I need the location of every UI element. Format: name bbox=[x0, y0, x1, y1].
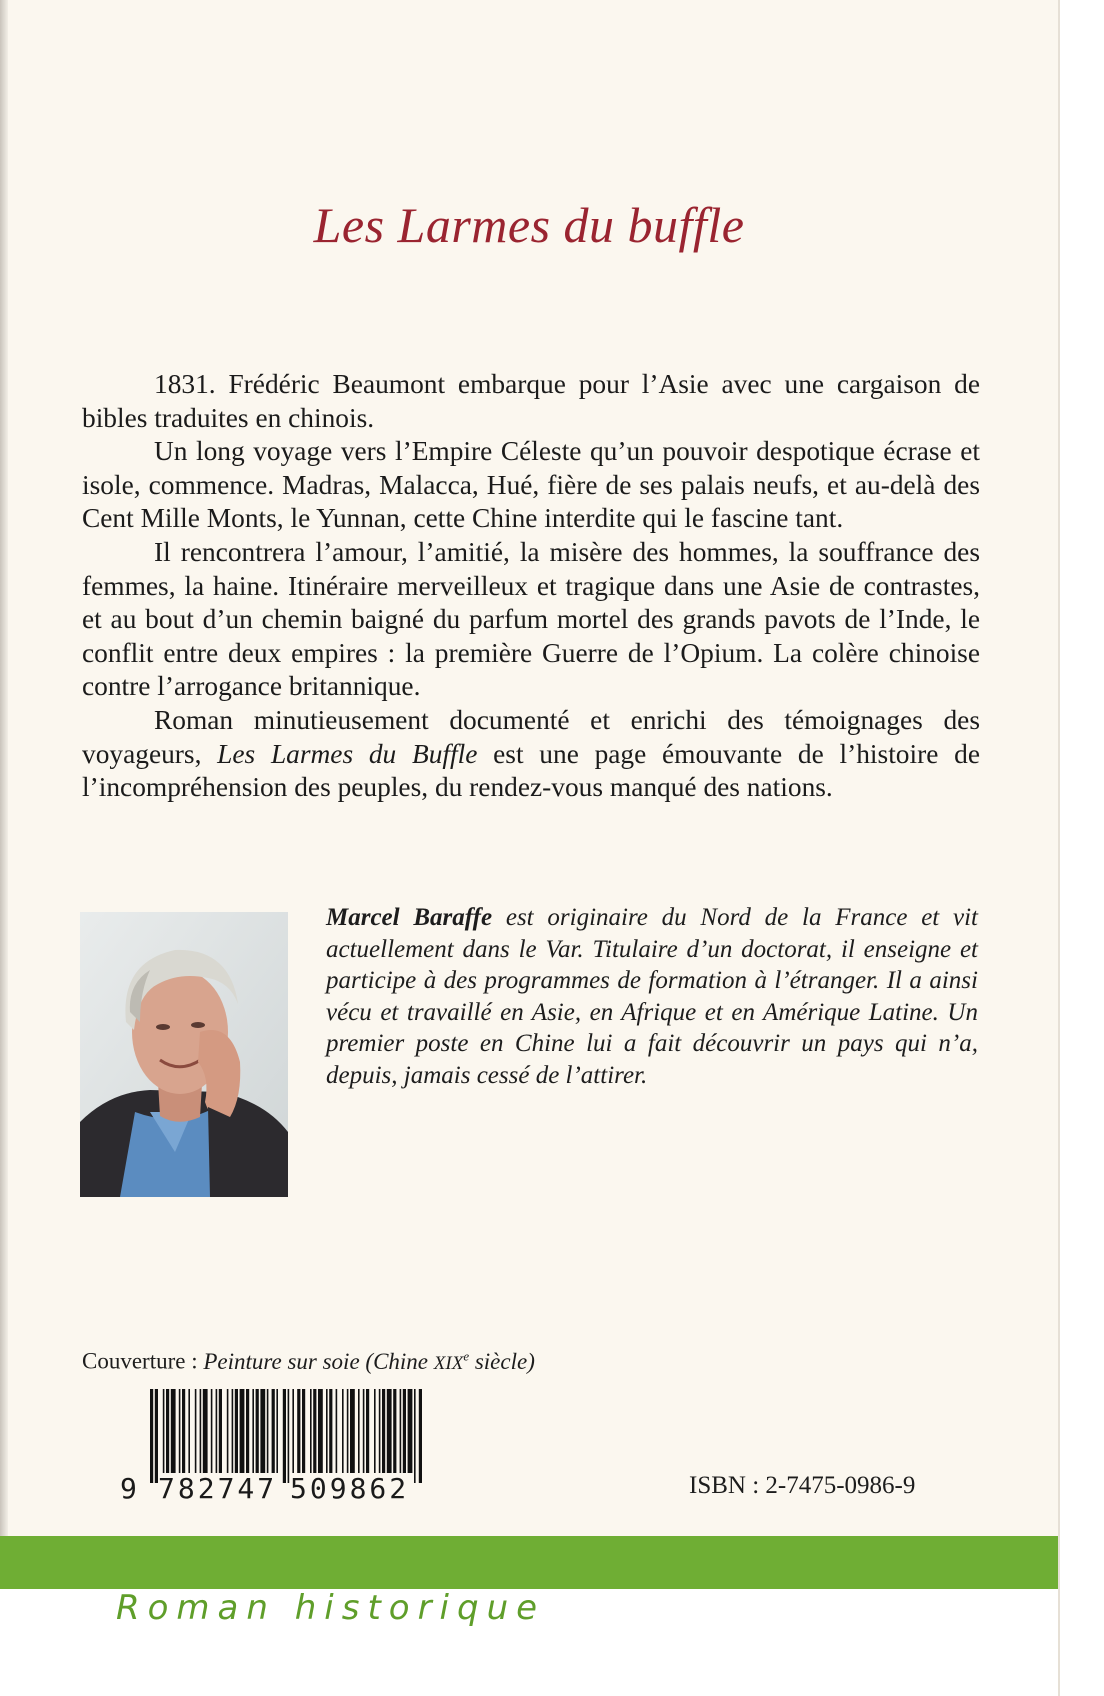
barcode-bar bbox=[403, 1389, 406, 1473]
barcode-bar bbox=[358, 1389, 360, 1473]
barcode-bar bbox=[347, 1389, 349, 1473]
barcode-bar bbox=[302, 1389, 305, 1473]
barcode-bar bbox=[400, 1389, 402, 1473]
blurb-paragraph-1: 1831. Frédéric Beaumont embarque pour l’Asie avec une cargaison de bibles traduites en chinois. bbox=[82, 369, 980, 433]
barcode-bar bbox=[414, 1389, 416, 1483]
barcode-digits-left: 782747 bbox=[158, 1472, 278, 1505]
barcode-bar bbox=[267, 1389, 269, 1473]
author-bio bbox=[326, 902, 978, 1092]
barcode-bar bbox=[195, 1389, 197, 1473]
barcode-bar bbox=[182, 1389, 185, 1473]
barcode-bar bbox=[374, 1389, 376, 1473]
barcode-bar bbox=[216, 1389, 218, 1473]
barcode-bar bbox=[200, 1389, 202, 1473]
author-photo bbox=[80, 912, 288, 1197]
barcode-bar bbox=[329, 1389, 332, 1473]
barcode-bar bbox=[310, 1389, 312, 1473]
barcode-bar bbox=[272, 1389, 275, 1473]
barcode-bar bbox=[318, 1389, 323, 1473]
barcode-bar bbox=[288, 1389, 290, 1483]
isbn-number: ISBN : 2-7475-0986-9 bbox=[689, 1472, 916, 1499]
blurb-paragraph-3: Il rencontrera l’amour, l’amitié, la misère des hommes, la souffrance des femmes, la haine. Itinéraire merveilleux et tragique dans une Asie de contrastes, et au bout d’un chemin baigné du parfum mortel des grands pavots de l’Inde, le conflit entre deux empires : la première Guerre de l’Opium. La colère chinoise contre l’arrogance britannique. bbox=[82, 536, 980, 702]
barcode-bar bbox=[313, 1389, 316, 1473]
cover-credit-text-a: Peinture sur soie (Chine bbox=[203, 1348, 434, 1374]
barcode-bar bbox=[179, 1389, 181, 1473]
barcode-bar bbox=[252, 1389, 254, 1473]
barcode-bar bbox=[292, 1389, 294, 1473]
barcode-bar bbox=[379, 1389, 381, 1473]
barcode-bar bbox=[336, 1389, 338, 1473]
barcode-bar bbox=[211, 1389, 213, 1473]
book-blurb bbox=[82, 368, 980, 805]
barcode bbox=[148, 1389, 423, 1483]
barcode-bar bbox=[393, 1389, 396, 1473]
barcode-bar bbox=[297, 1389, 300, 1473]
barcode-bar bbox=[387, 1389, 392, 1473]
barcode-bar bbox=[227, 1389, 229, 1473]
barcode-bar bbox=[155, 1389, 158, 1483]
barcode-bar bbox=[188, 1389, 190, 1473]
green-stripe bbox=[0, 1536, 1058, 1589]
barcode-bar bbox=[326, 1389, 328, 1473]
barcode-bar bbox=[166, 1389, 169, 1473]
author-name: Marcel Baraffe bbox=[326, 904, 493, 931]
barcode-bar bbox=[283, 1389, 286, 1483]
barcode-digit-first: 9 bbox=[120, 1472, 137, 1505]
barcode-bar bbox=[256, 1389, 259, 1473]
cover-credit bbox=[82, 1348, 535, 1375]
barcode-bar bbox=[246, 1389, 249, 1473]
author-portrait-image bbox=[80, 912, 288, 1197]
barcode-bar bbox=[276, 1389, 278, 1473]
author-bio-text: est originaire du Nord de la France et vit actuellement dans le Var. Titulaire d’un doctorat, il enseigne et participe à des programmes de formation à l’étranger. Il a ainsi vécu et travaillé en Asie, en Afrique et en Amérique Latine. Un premier poste en Chine lui a fait découvrir un pays qui n’a, depuis, jamais cessé de l’attirer. bbox=[326, 904, 979, 1089]
barcode-bar bbox=[171, 1389, 176, 1473]
blurb-p4-after: est une page émouvante de l’histoire de l’incompréhension des peuples, du rendez-vous manqué des nations. bbox=[82, 738, 980, 803]
barcode-bar bbox=[203, 1389, 208, 1473]
barcode-bar bbox=[150, 1389, 153, 1483]
cover-credit-century: XIX bbox=[433, 1352, 464, 1374]
barcode-bar bbox=[240, 1389, 245, 1473]
cover-edge bbox=[0, 0, 8, 1696]
blurb-paragraph-2: Un long voyage vers l’Empire Céleste qu’un pouvoir despotique écrase et isole, commence. Madras, Malacca, Hué, fière de ses palais neufs, et au-delà des Cent Mille Monts, le Yunnan, cette Chine interdite qui le fascine tant. bbox=[82, 436, 980, 534]
cover-credit-label: Couverture : bbox=[82, 1348, 204, 1374]
barcode-bar bbox=[350, 1389, 355, 1473]
barcode-bar bbox=[219, 1389, 222, 1473]
barcode-bar bbox=[260, 1389, 265, 1473]
book-title: Les Larmes du buffle bbox=[313, 197, 745, 253]
barcode-bar bbox=[366, 1389, 369, 1473]
barcode-bar bbox=[163, 1389, 165, 1473]
barcode-bar bbox=[235, 1389, 238, 1473]
barcode-bar bbox=[363, 1389, 365, 1473]
blurb-title-reference: Les Larmes du Buffle bbox=[217, 738, 478, 769]
barcode-bar bbox=[408, 1389, 413, 1473]
barcode-bar bbox=[342, 1389, 344, 1473]
barcode-bar bbox=[419, 1389, 422, 1483]
barcode-bar bbox=[232, 1389, 234, 1473]
blurb-paragraph-4 bbox=[82, 704, 980, 805]
genre-label: Roman historique bbox=[116, 1588, 546, 1628]
blurb-p4-before: Roman minutieusement documenté et enrichi des témoignages des voyageurs, bbox=[82, 704, 980, 769]
cover-credit-century-sup: e bbox=[463, 1348, 470, 1363]
barcode-digits-right: 509862 bbox=[290, 1472, 410, 1505]
cover-credit-text-b: siècle) bbox=[469, 1348, 535, 1374]
barcode-bar bbox=[382, 1389, 385, 1473]
